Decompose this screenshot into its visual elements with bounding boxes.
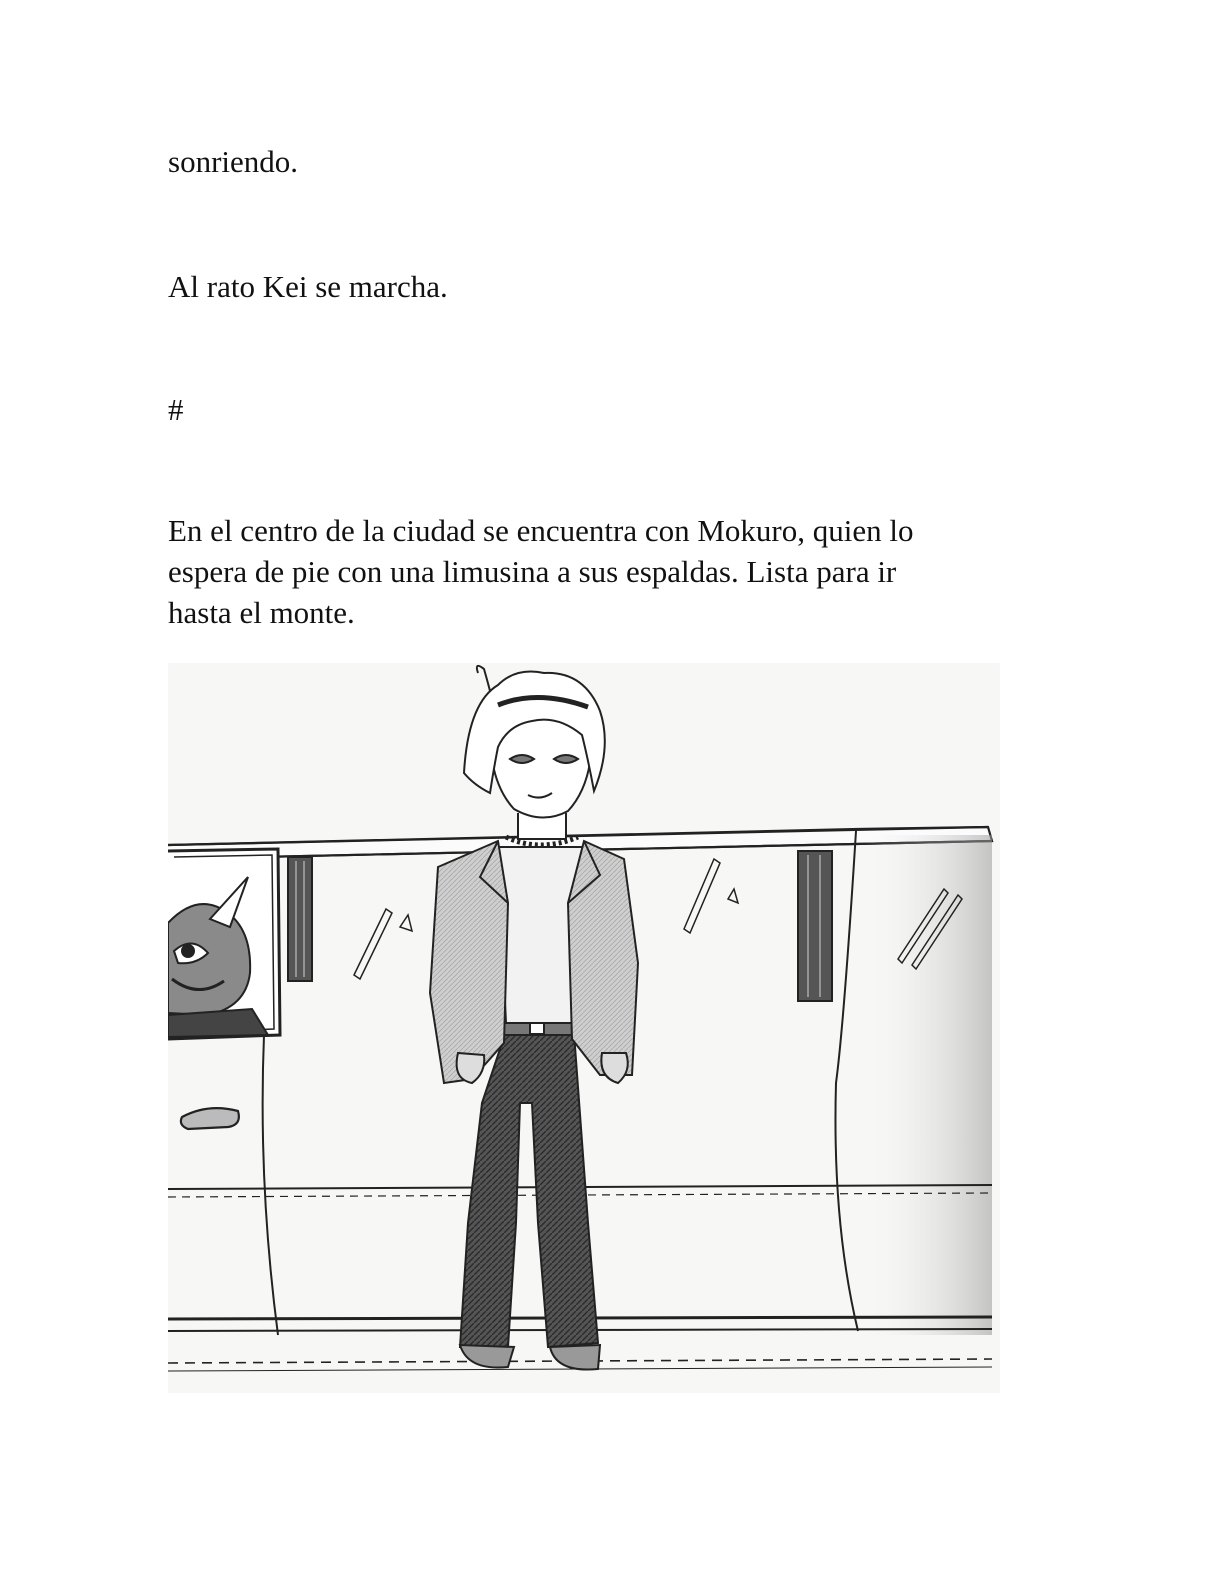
paragraph-sonriendo: sonriendo. bbox=[168, 144, 299, 179]
paragraph-line: hasta el monte. bbox=[168, 595, 355, 630]
scene-break-marker: # bbox=[168, 392, 184, 427]
illustration-limousine-drawing bbox=[168, 663, 1000, 1393]
paragraph-kei-leaves: Al rato Kei se marcha. bbox=[168, 269, 448, 304]
paragraph-line: En el centro de la ciudad se encuentra con Mokuro, quien lo bbox=[168, 513, 914, 548]
paragraph-city-center bbox=[168, 510, 913, 633]
paragraph-line: espera de pie con una limusina a sus espaldas. Lista para ir bbox=[168, 554, 897, 589]
